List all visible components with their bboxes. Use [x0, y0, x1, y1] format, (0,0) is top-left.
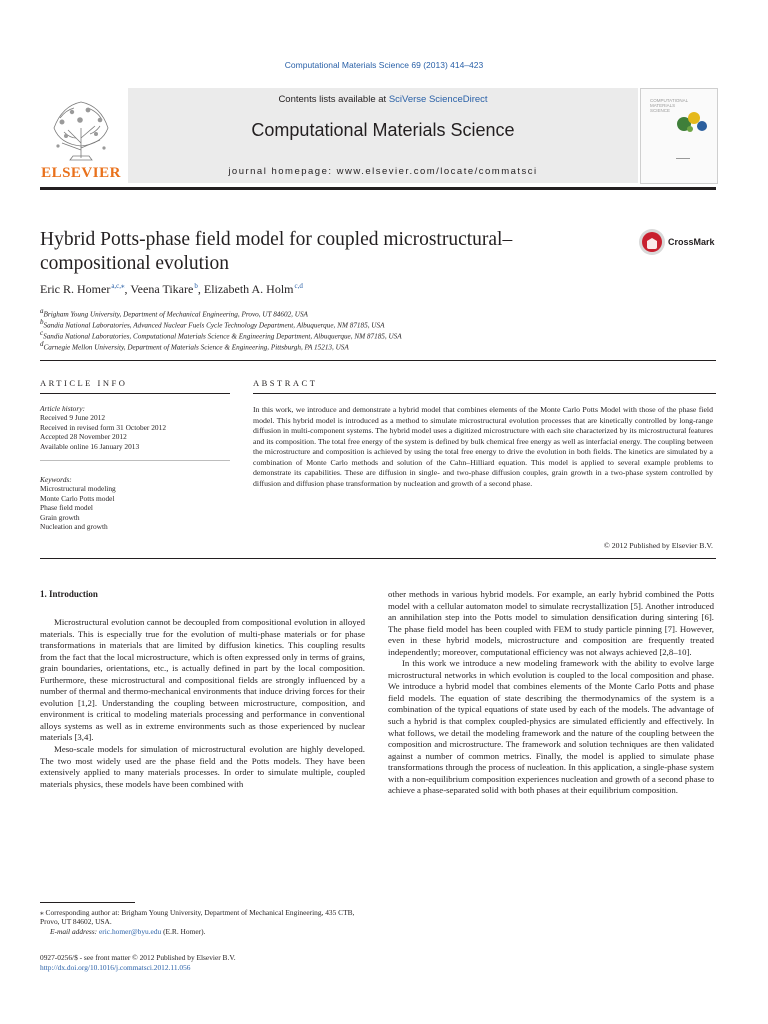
body-right-column	[388, 589, 714, 797]
abstract-copyright: © 2012 Published by Elsevier B.V.	[603, 541, 713, 550]
journal-homepage[interactable]: journal homepage: www.elsevier.com/locate/commatsci	[228, 166, 538, 177]
sciencedirect-link[interactable]: SciVerse ScienceDirect	[388, 94, 488, 105]
history-item: Received 9 June 2012	[40, 413, 106, 423]
keywords	[40, 475, 240, 531]
keyword: Grain growth	[40, 512, 80, 522]
body-paragraph: Meso-scale models for simulation of microstructural evolution are highly developed. The two most widely used are the phase field and the Potts models. They have been extensively applied to many materials processes. In order to simulate multiple, coupled materials physics, these models have been combined with	[40, 744, 365, 789]
affiliation-marker: d	[40, 340, 44, 348]
author-name: Veena Tikare	[130, 282, 194, 296]
page-footer	[40, 953, 236, 972]
author-name: Eric R. Homer	[40, 282, 111, 296]
contents-prefix: Contents lists available at	[278, 94, 389, 105]
author-affiliation-marker[interactable]: c,d	[294, 282, 303, 290]
abstract-rule	[253, 393, 716, 394]
affiliation	[40, 340, 349, 351]
email-link[interactable]: eric.homer@byu.edu	[99, 926, 162, 936]
affiliation	[40, 307, 308, 318]
affiliation-text: Sandia National Laboratories, Advanced Nuclear Fuels Cycle Technology Department, Albuquerque, NM 87185, USA	[43, 321, 385, 330]
title-block-rule	[40, 360, 716, 361]
cover-journal-name: COMPUTATIONAL MATERIALS SCIENCE	[650, 98, 688, 113]
affiliation-marker: a	[40, 307, 44, 315]
affiliation-text: Carnegie Mellon University, Department of Materials Science & Engineering, Pittsburgh, PA 15213, USA	[43, 343, 349, 352]
history-item: Available online 16 January 2013	[40, 441, 140, 451]
keyword: Monte Carlo Potts model	[40, 493, 115, 503]
article-info-heading: ARTICLE INFO	[40, 378, 128, 388]
keyword: Nucleation and growth	[40, 522, 108, 532]
footnote-text: ⁎ Corresponding author at: Brigham Young University, Department of Mechanical Engineering, 435 CTB, Provo, UT 84602, USA.	[40, 908, 355, 927]
corresponding-author-footnote	[40, 908, 368, 936]
body-paragraph: other methods in various hybrid models. For example, an early hybrid combined the Potts model with a cellular automaton model to simulate recrystallization [5]. Another introduced an annihilation step into the Potts model to simulation densification during sintering [6]. The phase field model has been coupled with FEM to study particle pinning [7]. However, even in these hybrid models, microstructure and composition are frequently treated independently; moreover, computational efficiency was not always achieved [2,8–10].	[388, 589, 714, 657]
body-paragraph: In this work we introduce a new modeling framework with the ability to evolve large microstructural networks in which evolution is coupled to the local composition and phase. We introduce a hybrid model that combines elements of the Monte Carlo Potts and phase field models. The equation of state describing the thermodynamics of the system is a combination of the typical equations of state used by each of the models. The advantage of such a hybrid is that complex coupled-physics are simulated efficiently and effectively. In what follows, we detail the modeling framework and the nature of the coupling between the composition and microstructure. The framework and solution techniques are then validated against a number of common metrics. Finally, the model is applied to simulate phase transformations through the process of nucleation. In this application, a single-phase system with a non-equilibrium composition experiences nucleation and growth of a second phase to achieve a phase-separated solid with both phases at their equilibrium composition.	[388, 658, 714, 796]
body-left-column	[40, 617, 365, 790]
abstract-text: In this work, we introduce and demonstrate a hybrid model that combines elements of the Monte Carlo Potts Model with those of the phase field model. This hybrid model is introduced as a method to simulate microstructural evolution processes that are kinetically controlled by long-range diffusion in multi-component systems. The hybrid model uses a digitized microstructure with each site characterized by its microstructural features and its composition. The total free energy of the system is defined by bulk chemical free energy as well as interfacial energy. The coupling between the microstructure and composition is achieved by using the total free energy to drive the evolution in both fields. The kinetics are simulated by a combination of Monte Carlo methods and solution of the Cahn–Hilliard equation. This model is applied to several example problems to demonstrate its capabilities. These are diffusion in single- and two-phase diffusion couples, grain growth in a two-phase system controlled by diffusion and diffusion phase transformation by nucleation and growth of a second phase.	[253, 405, 713, 488]
crossmark-label[interactable]: CrossMark	[668, 237, 715, 247]
article-history-label: Article history:	[40, 404, 85, 413]
affiliation	[40, 318, 384, 329]
affiliation-marker: b	[40, 318, 44, 326]
header-rule	[40, 187, 716, 190]
journal-title: Computational Materials Science	[251, 120, 515, 140]
article-history	[40, 404, 240, 451]
author-affiliation-marker[interactable]: a,c,⁎	[111, 282, 125, 290]
journal-citation[interactable]: Computational Materials Science 69 (2013) 414–423	[284, 60, 484, 70]
email-label: E-mail address:	[50, 926, 98, 936]
keywords-label: Keywords:	[40, 475, 72, 484]
keyword: Phase field model	[40, 503, 93, 513]
author-name: Elizabeth A. Holm	[203, 282, 294, 296]
publisher-name: ELSEVIER	[41, 165, 121, 181]
article-title: Hybrid Potts-phase field model for coupled microstructural–compositional evolution	[40, 229, 513, 274]
email-suffix: (E.R. Homer).	[163, 926, 206, 936]
history-item: Received in revised form 31 October 2012	[40, 422, 167, 432]
abstract-bottom-rule	[40, 558, 716, 559]
abstract-heading: ABSTRACT	[253, 378, 318, 388]
affiliation-text: Brigham Young University, Department of Mechanical Engineering, Provo, UT 84602, USA	[43, 310, 308, 319]
cover-artwork-icon	[674, 108, 710, 134]
section-heading: 1. Introduction	[40, 589, 98, 599]
contents-availability	[128, 94, 638, 105]
cover-divider	[676, 158, 690, 159]
footnote-rule	[40, 902, 135, 903]
keywords-separator	[40, 460, 230, 461]
author-affiliation-marker[interactable]: b	[194, 282, 198, 290]
doi-link[interactable]: http://dx.doi.org/10.1016/j.commatsci.2012.11.056	[40, 962, 191, 972]
body-paragraph: Microstructural evolution cannot be decoupled from compositional evolution in alloyed materials. This is especially true for the evolution of multi-phase materials or for phase transformations in materials that are limited by diffusion kinetics. This coupling results from the fact that the local microstructure, which is often expressed only in terms of grains, grain boundaries, orientations, etc., is actually defined in part by the local composition. Furthermore, these microstructural and compositional fields are strongly influenced by a number of thermal and thermo-mechanical environments that induce driving forces for their evolution [1,2]. Understanding the coupling between microstructure, composition, and environment is critical to modeling materials processing and performance in conventional alloys systems as well as in extreme environments such as those experienced by nuclear materials [3,4].	[40, 617, 365, 743]
affiliation-text: Sandia National Laboratories, Computational Materials Science & Engineering Department, Albuquerque, NM 87185, USA	[43, 332, 402, 341]
history-item: Accepted 28 November 2012	[40, 432, 127, 442]
affiliation	[40, 329, 402, 340]
keyword: Microstructural modeling	[40, 484, 116, 494]
author-list: Eric R. Homer $^{a,c,⁎}$, Veena Tikare $^b$, Elizabeth A. Holm $^{c,d}$	[40, 282, 303, 296]
article-info-rule	[40, 393, 230, 394]
issn-line: 0927-0256/$ - see front matter © 2012 Published by Elsevier B.V.	[40, 953, 236, 962]
affiliation-marker: c	[40, 329, 44, 337]
